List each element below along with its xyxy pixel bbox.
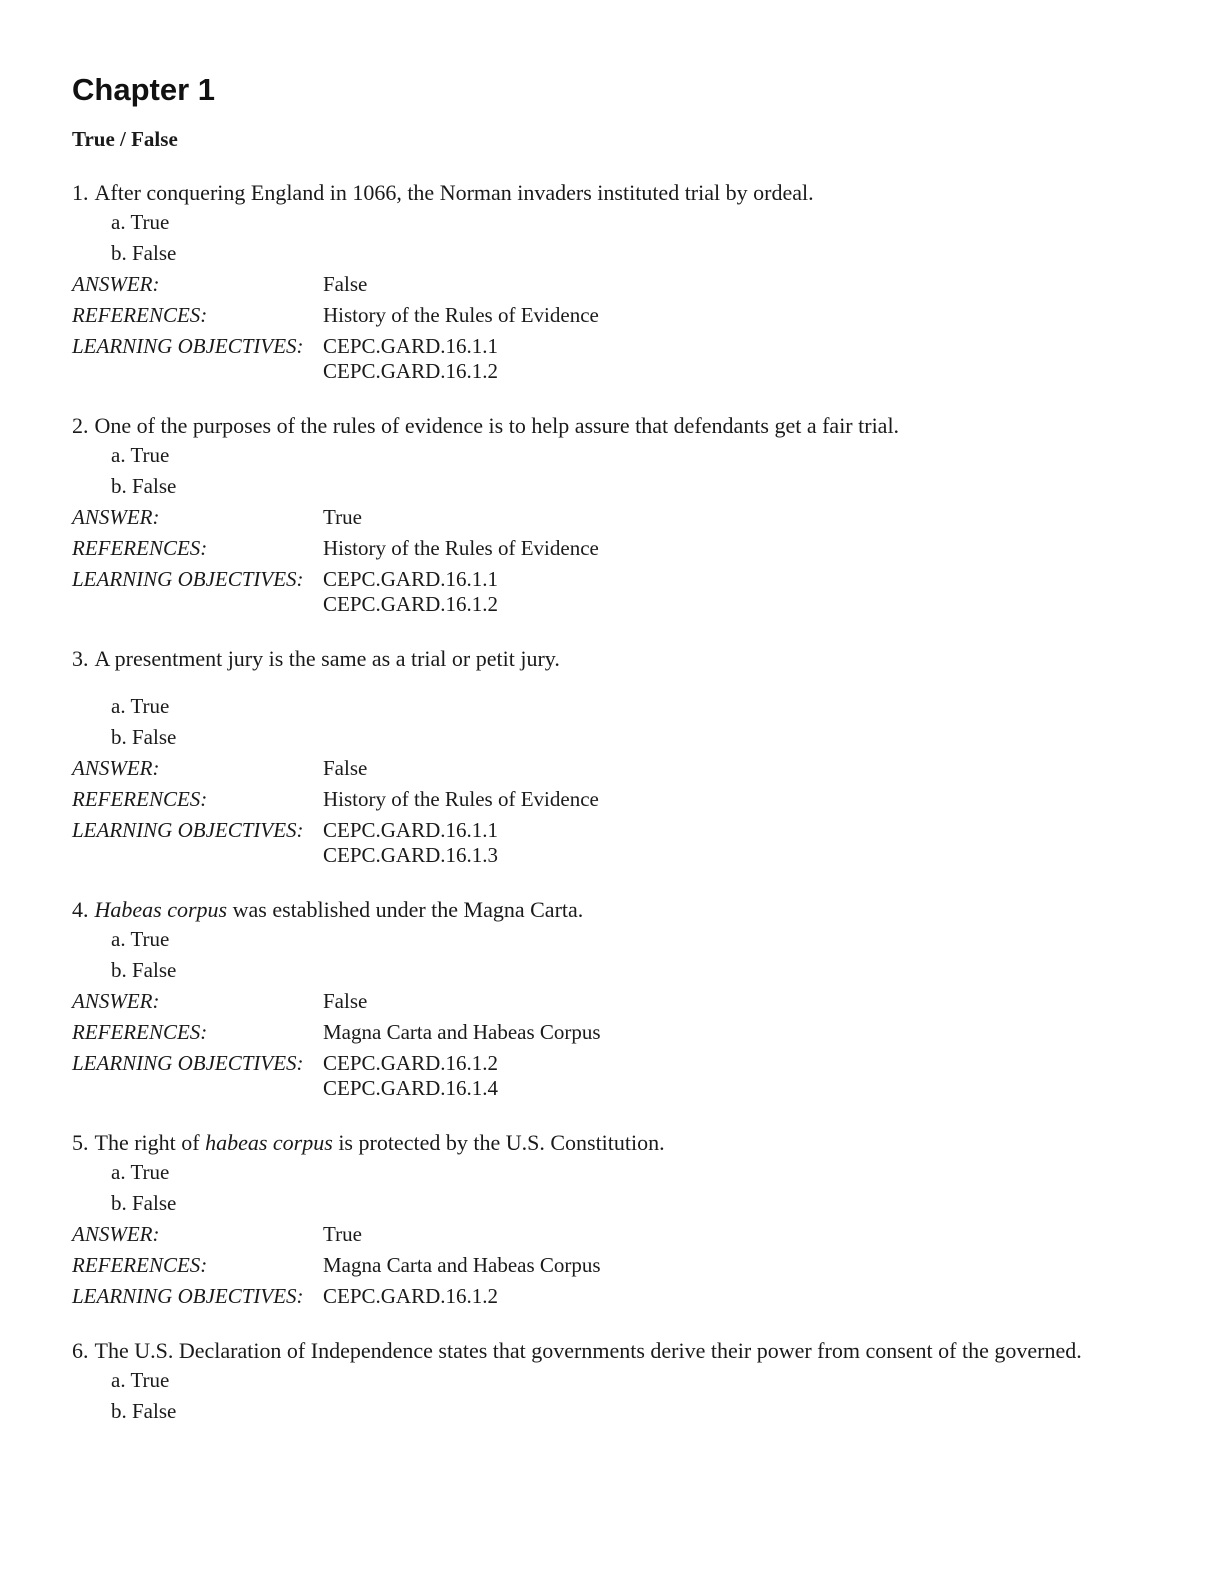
- question-number: 1.: [72, 180, 89, 205]
- option-true[interactable]: a. True: [111, 210, 170, 234]
- objectives-list: [323, 331, 1082, 387]
- question-meta: [72, 269, 1082, 387]
- answer-value: False: [323, 989, 368, 1013]
- question-text-after: is protected by the U.S. Constitution.: [332, 1130, 665, 1155]
- objectives-list: [323, 815, 1082, 871]
- question-1: [72, 179, 1082, 387]
- answer-options: [72, 924, 1082, 986]
- question-meta: [72, 1219, 1082, 1312]
- answer-label: ANSWER:: [72, 756, 160, 780]
- question-number: 3.: [72, 646, 89, 671]
- question-text: [72, 412, 1082, 440]
- references-label: REFERENCES:: [72, 1253, 208, 1277]
- question-3: [72, 645, 1082, 871]
- option-false[interactable]: b. False: [111, 725, 177, 749]
- objectives-list: [323, 1281, 1082, 1312]
- question-text: [72, 896, 1082, 924]
- chapter-title: Chapter 1: [72, 72, 215, 107]
- option-true[interactable]: a. True: [111, 1368, 170, 1392]
- references-value: Magna Carta and Habeas Corpus: [323, 1253, 601, 1277]
- question-text-before: The U.S. Declaration of Independence states that governments derive their power from consent of the governed.: [94, 1338, 1082, 1363]
- question-number: 2.: [72, 413, 89, 438]
- objective-item: CEPC.GARD.16.1.2: [323, 1051, 499, 1075]
- objective-item: CEPC.GARD.16.1.2: [323, 592, 499, 616]
- spacer: [72, 673, 1082, 691]
- answer-options: [72, 207, 1082, 269]
- question-text: [72, 179, 1082, 207]
- objectives-list: [323, 564, 1082, 620]
- references-label: REFERENCES:: [72, 1020, 208, 1044]
- answer-value: False: [323, 272, 368, 296]
- question-text-after: was established under the Magna Carta.: [227, 897, 584, 922]
- references-value: Magna Carta and Habeas Corpus: [323, 1020, 601, 1044]
- question-text-italic: habeas corpus: [205, 1130, 333, 1155]
- objectives-label: LEARNING OBJECTIVES:: [72, 1051, 304, 1075]
- answer-value: True: [323, 505, 362, 529]
- objective-item: CEPC.GARD.16.1.2: [323, 1284, 499, 1308]
- answer-value: False: [323, 756, 368, 780]
- references-value: History of the Rules of Evidence: [323, 787, 599, 811]
- question-meta: [72, 753, 1082, 871]
- question-number: 6.: [72, 1338, 89, 1363]
- question-2: [72, 412, 1082, 620]
- question-text-italic: Habeas corpus: [94, 897, 228, 922]
- objective-item: CEPC.GARD.16.1.1: [323, 818, 499, 842]
- answer-options: [72, 1157, 1082, 1219]
- references-value: History of the Rules of Evidence: [323, 536, 599, 560]
- answer-options: [72, 440, 1082, 502]
- answer-value: True: [323, 1222, 362, 1246]
- objective-item: CEPC.GARD.16.1.4: [323, 1076, 499, 1100]
- objective-item: CEPC.GARD.16.1.2: [323, 359, 499, 383]
- objective-item: CEPC.GARD.16.1.1: [323, 334, 499, 358]
- objectives-label: LEARNING OBJECTIVES:: [72, 1284, 304, 1308]
- answer-label: ANSWER:: [72, 505, 160, 529]
- question-meta: [72, 986, 1082, 1104]
- question-number: 4.: [72, 897, 89, 922]
- question-text: [72, 1129, 1082, 1157]
- objectives-label: LEARNING OBJECTIVES:: [72, 818, 304, 842]
- question-text-before: One of the purposes of the rules of evidence is to help assure that defendants get a fair trial.: [94, 413, 900, 438]
- objectives-label: LEARNING OBJECTIVES:: [72, 334, 304, 358]
- option-false[interactable]: b. False: [111, 1399, 177, 1423]
- option-true[interactable]: a. True: [111, 1160, 170, 1184]
- option-true[interactable]: a. True: [111, 927, 170, 951]
- objectives-list: [323, 1048, 1082, 1104]
- references-label: REFERENCES:: [72, 787, 208, 811]
- references-label: REFERENCES:: [72, 303, 208, 327]
- question-4: [72, 896, 1082, 1104]
- references-value: History of the Rules of Evidence: [323, 303, 599, 327]
- answer-label: ANSWER:: [72, 272, 160, 296]
- objective-item: CEPC.GARD.16.1.3: [323, 843, 499, 867]
- answer-options: [72, 691, 1082, 753]
- option-false[interactable]: b. False: [111, 474, 177, 498]
- section-heading: True / False: [72, 127, 178, 151]
- question-text-before: A presentment jury is the same as a trial or petit jury.: [94, 646, 560, 671]
- question-text: [72, 1337, 1082, 1365]
- objectives-label: LEARNING OBJECTIVES:: [72, 567, 304, 591]
- option-false[interactable]: b. False: [111, 241, 177, 265]
- answer-label: ANSWER:: [72, 989, 160, 1013]
- question-number: 5.: [72, 1130, 89, 1155]
- question-text-before: The right of: [94, 1130, 206, 1155]
- option-false[interactable]: b. False: [111, 958, 177, 982]
- question-5: [72, 1129, 1082, 1312]
- answer-options: [72, 1365, 1082, 1427]
- answer-label: ANSWER:: [72, 1222, 160, 1246]
- question-text: [72, 645, 1082, 673]
- option-false[interactable]: b. False: [111, 1191, 177, 1215]
- question-text-before: After conquering England in 1066, the Norman invaders instituted trial by ordeal.: [94, 180, 814, 205]
- objective-item: CEPC.GARD.16.1.1: [323, 567, 499, 591]
- option-true[interactable]: a. True: [111, 443, 170, 467]
- option-true[interactable]: a. True: [111, 694, 170, 718]
- references-label: REFERENCES:: [72, 536, 208, 560]
- question-6: [72, 1337, 1082, 1427]
- question-meta: [72, 502, 1082, 620]
